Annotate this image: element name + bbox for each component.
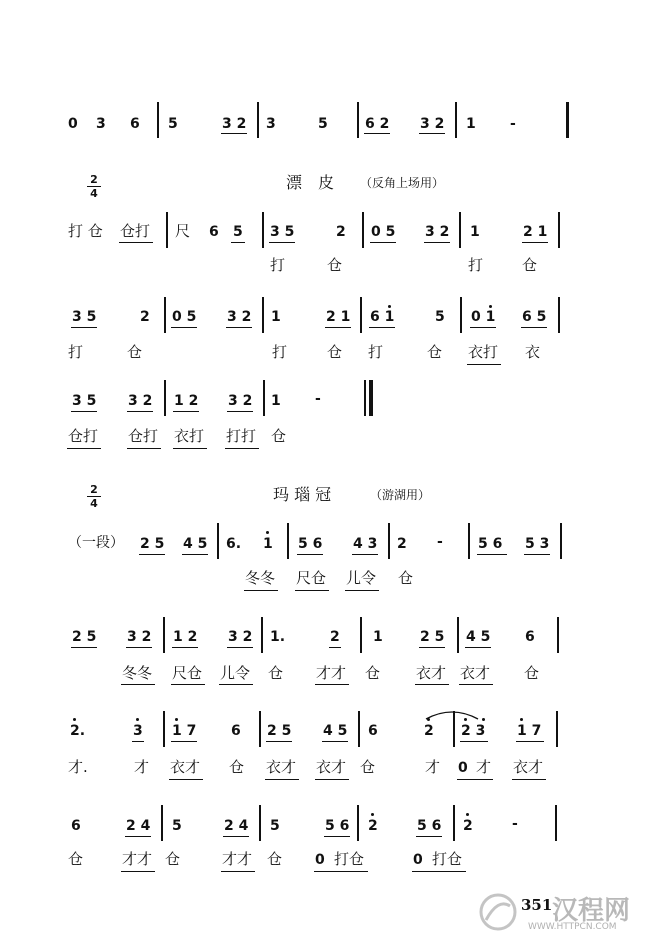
piece-title: 漂 皮 — [286, 173, 335, 192]
underline — [227, 411, 253, 412]
bar-line — [453, 711, 455, 747]
syllable: 尺 — [175, 222, 191, 240]
note: 5 — [270, 818, 280, 834]
note: 3 2 — [227, 309, 252, 325]
syllable: 儿令 — [220, 664, 251, 682]
note: 4 3 — [353, 536, 378, 552]
syllable: 仓 — [398, 569, 414, 587]
underline — [171, 684, 205, 685]
underline — [244, 590, 278, 591]
bar-line — [468, 523, 470, 559]
syllable: 才 — [476, 758, 492, 776]
underline — [297, 554, 323, 555]
note: 4 5 — [183, 536, 208, 552]
underline — [126, 647, 152, 648]
high-octave-dot — [136, 718, 139, 721]
note: 3 5 — [270, 224, 295, 240]
syllable: 仓 — [365, 664, 381, 682]
syllable: 衣才 — [266, 758, 297, 776]
syllable: 冬冬 — [122, 664, 153, 682]
note: 1 7 — [172, 723, 197, 739]
underline — [477, 554, 507, 555]
bar-line — [357, 102, 359, 138]
underline — [71, 327, 97, 328]
underline — [132, 741, 144, 742]
note: 1 — [466, 116, 476, 132]
note: 5 — [435, 309, 445, 325]
syllable: 才才 — [122, 850, 153, 868]
note: 1 — [470, 224, 480, 240]
underline — [223, 836, 249, 837]
bar-line — [360, 297, 362, 333]
underline — [314, 871, 368, 872]
underline — [522, 242, 548, 243]
syllable: 冬冬 — [245, 569, 276, 587]
bar-line — [358, 711, 360, 747]
syllable: 衣打 — [174, 427, 205, 445]
time-signature: 2 4 — [87, 484, 101, 509]
high-octave-dot — [482, 718, 485, 721]
bar-line — [166, 212, 168, 248]
underline — [364, 133, 390, 134]
bar-line — [556, 711, 558, 747]
bar-line — [362, 212, 364, 248]
syllable: 才才 — [222, 850, 253, 868]
note: 2 5 — [72, 629, 97, 645]
high-octave-dot — [427, 718, 430, 721]
note: 6 — [71, 818, 81, 834]
underline — [315, 779, 349, 780]
syllable: 仓打 — [120, 222, 151, 240]
underline — [171, 741, 197, 742]
note: 2 — [424, 723, 434, 739]
high-octave-dot — [175, 718, 178, 721]
high-octave-dot — [371, 813, 374, 816]
note: 5 — [233, 224, 243, 240]
note: 3 5 — [72, 309, 97, 325]
syllable: 仓打 — [128, 427, 159, 445]
bar-line — [262, 212, 264, 248]
note: 2 — [368, 818, 378, 834]
syllable: 打 — [368, 343, 384, 361]
syllable: 打 — [68, 343, 84, 361]
note: 3 5 — [72, 393, 97, 409]
syllable: 衣 — [525, 343, 541, 361]
note: 4 5 — [466, 629, 491, 645]
syllable: 打仓 — [432, 850, 463, 868]
note: 0 5 — [172, 309, 197, 325]
note: 2 — [397, 536, 407, 552]
note: 3 — [96, 116, 106, 132]
note: 6 — [209, 224, 219, 240]
time-signature: 2 4 — [87, 174, 101, 199]
syllable: 才. — [68, 758, 88, 776]
note: 1 — [373, 629, 383, 645]
note: 6 — [231, 723, 241, 739]
underline — [173, 448, 207, 449]
bar-line — [263, 380, 265, 416]
underline — [127, 448, 161, 449]
syllable: 仓 — [68, 850, 84, 868]
bar-line — [259, 711, 261, 747]
syllable: 衣才 — [170, 758, 201, 776]
syllable: 衣才 — [416, 664, 447, 682]
syllable: 仓打 — [68, 427, 99, 445]
syllable: 打 — [272, 343, 288, 361]
note: 5 6 — [478, 536, 503, 552]
high-octave-dot — [489, 305, 492, 308]
underline — [71, 647, 97, 648]
note: 5 6 — [298, 536, 323, 552]
note: 0 — [68, 116, 78, 132]
underline — [345, 590, 379, 591]
note: 2 5 — [420, 629, 445, 645]
note: 3 2 — [420, 116, 445, 132]
syllable: 0 — [458, 760, 468, 776]
piece-title: 玛 瑙 冠 — [273, 485, 332, 504]
note: 3 2 — [425, 224, 450, 240]
syllable: 0 — [315, 852, 325, 868]
underline — [265, 779, 299, 780]
note: 2 4 — [224, 818, 249, 834]
underline — [470, 327, 496, 328]
underline — [424, 242, 450, 243]
note: 1 2 — [173, 629, 198, 645]
syllable: 仓 — [327, 343, 343, 361]
syllable: 才才 — [316, 664, 347, 682]
syllable: 尺仓 — [296, 569, 327, 587]
high-octave-dot — [466, 813, 469, 816]
underline — [325, 327, 351, 328]
note: 1 7 — [517, 723, 542, 739]
bar-line — [257, 102, 259, 138]
note: 3 2 — [228, 629, 253, 645]
note: 5 — [168, 116, 178, 132]
underline — [419, 647, 445, 648]
syllable: 仓 — [271, 427, 287, 445]
high-octave-dot — [464, 718, 467, 721]
note: 5 — [318, 116, 328, 132]
note: 6 — [525, 629, 535, 645]
syllable: 衣才 — [316, 758, 347, 776]
note: - — [315, 391, 321, 407]
note: - — [512, 816, 518, 832]
underline — [127, 411, 153, 412]
final-bar-line — [369, 380, 373, 416]
underline — [182, 554, 208, 555]
watermark-url: WWW.HTTPCN.COM — [528, 922, 617, 932]
note: 2. — [70, 723, 86, 739]
underline — [352, 554, 378, 555]
syllable: 打打 — [226, 427, 257, 445]
note: 2 — [336, 224, 346, 240]
bar-line — [164, 297, 166, 333]
underline — [71, 411, 97, 412]
underline — [269, 242, 295, 243]
syllable: 打 — [468, 256, 484, 274]
underline — [370, 242, 396, 243]
underline — [221, 871, 255, 872]
underline — [173, 411, 199, 412]
underline — [227, 647, 253, 648]
bar-line — [558, 212, 560, 248]
syllable: 打仓 — [334, 850, 365, 868]
underline — [172, 647, 198, 648]
syllable: 仓 — [127, 343, 143, 361]
high-octave-dot — [520, 718, 523, 721]
note: - — [510, 116, 516, 132]
piece-subtitle: （游湖用） — [370, 488, 431, 502]
underline — [139, 554, 165, 555]
underline — [67, 448, 101, 449]
bar-line — [217, 523, 219, 559]
underline — [415, 684, 449, 685]
underline — [465, 647, 491, 648]
note: 6 1 — [370, 309, 395, 325]
syllable: 衣打 — [468, 343, 499, 361]
note: 1 — [263, 536, 273, 552]
bar-line — [460, 297, 462, 333]
final-bar-line — [566, 102, 569, 138]
bar-line — [360, 617, 362, 653]
underline — [460, 741, 488, 742]
underline — [231, 242, 245, 243]
note: 3 2 — [127, 629, 152, 645]
note: 6 — [130, 116, 140, 132]
syllable: 尺仓 — [172, 664, 203, 682]
underline — [169, 779, 203, 780]
underline — [322, 741, 348, 742]
bar-line — [557, 617, 559, 653]
bar-line — [555, 805, 557, 841]
syllable: 仓 — [229, 758, 245, 776]
syllable: 0 — [413, 852, 423, 868]
bar-line — [157, 102, 159, 138]
high-octave-dot — [266, 531, 269, 534]
underline — [416, 836, 442, 837]
underline — [521, 327, 547, 328]
underline — [419, 133, 445, 134]
watermark-text: 汉程网 — [552, 896, 631, 926]
note: 5 6 — [417, 818, 442, 834]
underline — [457, 779, 493, 780]
note: 6 5 — [522, 309, 547, 325]
underline — [295, 590, 329, 591]
underline — [225, 448, 259, 449]
note: 0 5 — [371, 224, 396, 240]
bar-line — [560, 523, 562, 559]
underline — [459, 684, 493, 685]
syllable: 仓 — [267, 850, 283, 868]
syllable: 打 — [270, 256, 286, 274]
high-octave-dot — [73, 718, 76, 721]
syllable: 仓 — [327, 256, 343, 274]
underline — [524, 554, 550, 555]
note: 1 — [271, 393, 281, 409]
syllable: 仓 — [165, 850, 181, 868]
note: 5 — [172, 818, 182, 834]
note: 3 2 — [128, 393, 153, 409]
underline — [121, 871, 155, 872]
note: 0 1 — [471, 309, 496, 325]
syllable: 仓 — [360, 758, 376, 776]
syllable: 仓 — [427, 343, 443, 361]
bar-line — [161, 805, 163, 841]
syllable: 仓 — [524, 664, 540, 682]
underline — [516, 741, 544, 742]
bar-line — [455, 102, 457, 138]
underline — [221, 133, 247, 134]
underline — [226, 327, 252, 328]
syllable: 儿令 — [346, 569, 377, 587]
underline — [121, 684, 155, 685]
bar-line — [259, 805, 261, 841]
high-octave-dot — [388, 305, 391, 308]
note: 4 5 — [323, 723, 348, 739]
bar-line — [261, 617, 263, 653]
underline — [369, 327, 395, 328]
bar-line — [459, 212, 461, 248]
note: 2 — [140, 309, 150, 325]
syllable: 才 — [134, 758, 150, 776]
note: 5 3 — [525, 536, 550, 552]
underline — [512, 779, 546, 780]
note: 6 2 — [365, 116, 390, 132]
note: 2 5 — [140, 536, 165, 552]
note: 6 — [368, 723, 378, 739]
underline — [125, 836, 151, 837]
bar-line — [388, 523, 390, 559]
underline — [467, 364, 501, 365]
bar-line — [457, 617, 459, 653]
note: - — [437, 534, 443, 550]
note: 2 1 — [523, 224, 548, 240]
bar-line — [364, 380, 366, 416]
underline — [329, 647, 341, 648]
syllable: 衣才 — [460, 664, 491, 682]
bar-line — [262, 297, 264, 333]
note: 2 5 — [267, 723, 292, 739]
note: 2 1 — [326, 309, 351, 325]
note: 2 3 — [461, 723, 486, 739]
bar-line — [163, 711, 165, 747]
note: 2 4 — [126, 818, 151, 834]
note: 2 — [330, 629, 340, 645]
note: 3 2 — [228, 393, 253, 409]
bar-line — [558, 297, 560, 333]
underline — [315, 684, 349, 685]
syllable: 仓 — [268, 664, 284, 682]
tie-slur — [424, 708, 480, 720]
syllable: 才 — [425, 758, 441, 776]
piece-subtitle: （反角上场用） — [360, 176, 445, 190]
note: 1 2 — [174, 393, 199, 409]
underline — [119, 242, 153, 243]
syllable: 仓 — [522, 256, 538, 274]
bar-line — [357, 805, 359, 841]
underline — [412, 871, 466, 872]
bar-line — [163, 617, 165, 653]
underline — [266, 741, 292, 742]
note: 1. — [270, 629, 286, 645]
bar-line — [164, 380, 166, 416]
syllable: 衣才 — [513, 758, 544, 776]
watermark-logo-icon — [476, 890, 520, 934]
page-number: 351 — [521, 896, 553, 914]
bar-line — [453, 805, 455, 841]
syllable: 打 仓 — [68, 222, 103, 240]
note: 3 — [266, 116, 276, 132]
bar-line — [287, 523, 289, 559]
underline — [219, 684, 253, 685]
note: 6. — [226, 536, 242, 552]
section-label: （一段） — [68, 535, 124, 551]
note: 5 6 — [325, 818, 350, 834]
note: 3 — [133, 723, 143, 739]
note: 3 2 — [222, 116, 247, 132]
underline — [171, 327, 197, 328]
note: 2 — [463, 818, 473, 834]
underline — [324, 836, 350, 837]
note: 1 — [271, 309, 281, 325]
